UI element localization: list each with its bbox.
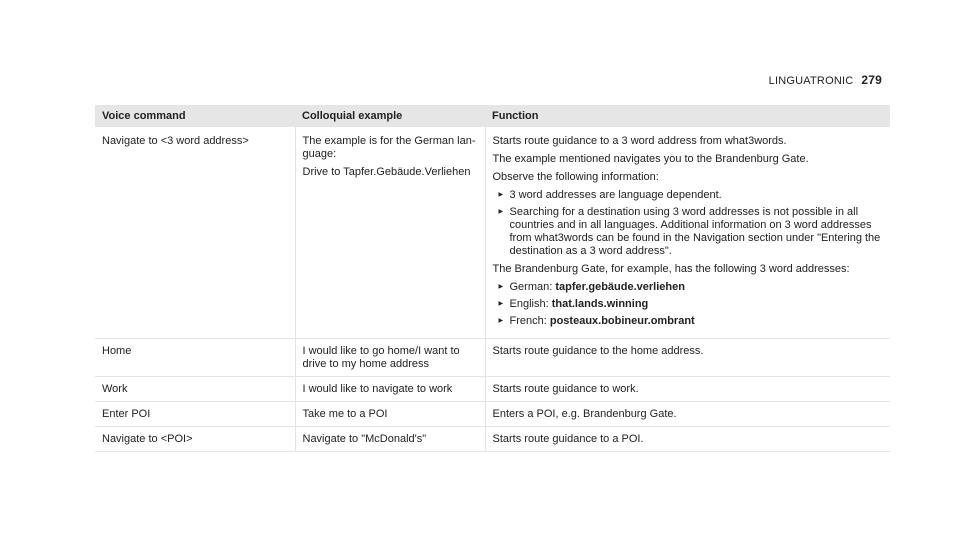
list-item <box>499 315 885 328</box>
example-cell <box>295 127 485 339</box>
command-cell: Navigate to <3 word address> <box>95 127 295 339</box>
address-value: that.lands.winning <box>551 298 649 310</box>
example-cell: I would like to navigate to work <box>295 377 485 402</box>
table-header-row <box>95 105 890 127</box>
function-cell: Starts route guidance to a POI. <box>485 427 890 452</box>
address-language: French: <box>509 315 547 327</box>
function-text: The Brandenburg Gate, for example, has the following 3 word addresses: <box>492 263 850 275</box>
command-cell: Enter POI <box>95 402 295 427</box>
list-item <box>499 281 885 294</box>
column-header-voice-command: Voice command <box>95 105 295 127</box>
voice-command-table <box>95 105 890 452</box>
example-text: The example is for the German lan-guage: <box>302 135 476 160</box>
example-cell: Navigate to "McDonald's" <box>295 427 485 452</box>
column-header-colloquial-example: Colloquial example <box>295 105 485 127</box>
address-value: posteaux.bobineur.ombrant <box>549 315 695 327</box>
table-row <box>95 339 890 377</box>
example-text: Drive to Tapfer.Gebäude.Verliehen <box>302 166 471 178</box>
address-language: English: <box>509 298 549 310</box>
info-list <box>493 189 885 258</box>
page-number: 279 <box>861 73 882 87</box>
function-cell: Enters a POI, e.g. Brandenburg Gate. <box>485 402 890 427</box>
list-item: ▶ 3 word addresses are language dependent. <box>499 189 885 202</box>
running-header <box>769 73 882 87</box>
function-text: The example mentioned navigates you to the Brandenburg Gate. <box>492 153 809 165</box>
command-cell: Work <box>95 377 295 402</box>
table-row <box>95 127 890 339</box>
command-cell: Navigate to <POI> <box>95 427 295 452</box>
table-row <box>95 402 890 427</box>
function-cell: Starts route guidance to work. <box>485 377 890 402</box>
address-list <box>493 281 885 328</box>
table-row <box>95 377 890 402</box>
function-text: Starts route guidance to a 3 word address from what3words. <box>492 135 787 147</box>
address-language: German: <box>509 281 553 293</box>
function-cell: Starts route guidance to the home address. <box>485 339 890 377</box>
address-value: tapfer.gebäude.verliehen <box>555 281 685 293</box>
example-cell: I would like to go home/I want to drive to my home address <box>295 339 485 377</box>
table-row <box>95 427 890 452</box>
column-header-function: Function <box>485 105 890 127</box>
list-item: ▶ Searching for a destination using 3 word addresses is not possible in all countries and in all languages. Additional information on 3 word addresses from what3words can be found in the Navigation section under "Entering the destination as a 3 word address". <box>499 206 885 258</box>
section-title: LINGUATRONIC <box>768 75 854 87</box>
function-text: Observe the following information: <box>492 171 659 183</box>
list-item <box>499 298 885 311</box>
example-cell: Take me to a POI <box>295 402 485 427</box>
function-cell <box>485 127 890 339</box>
command-cell: Home <box>95 339 295 377</box>
